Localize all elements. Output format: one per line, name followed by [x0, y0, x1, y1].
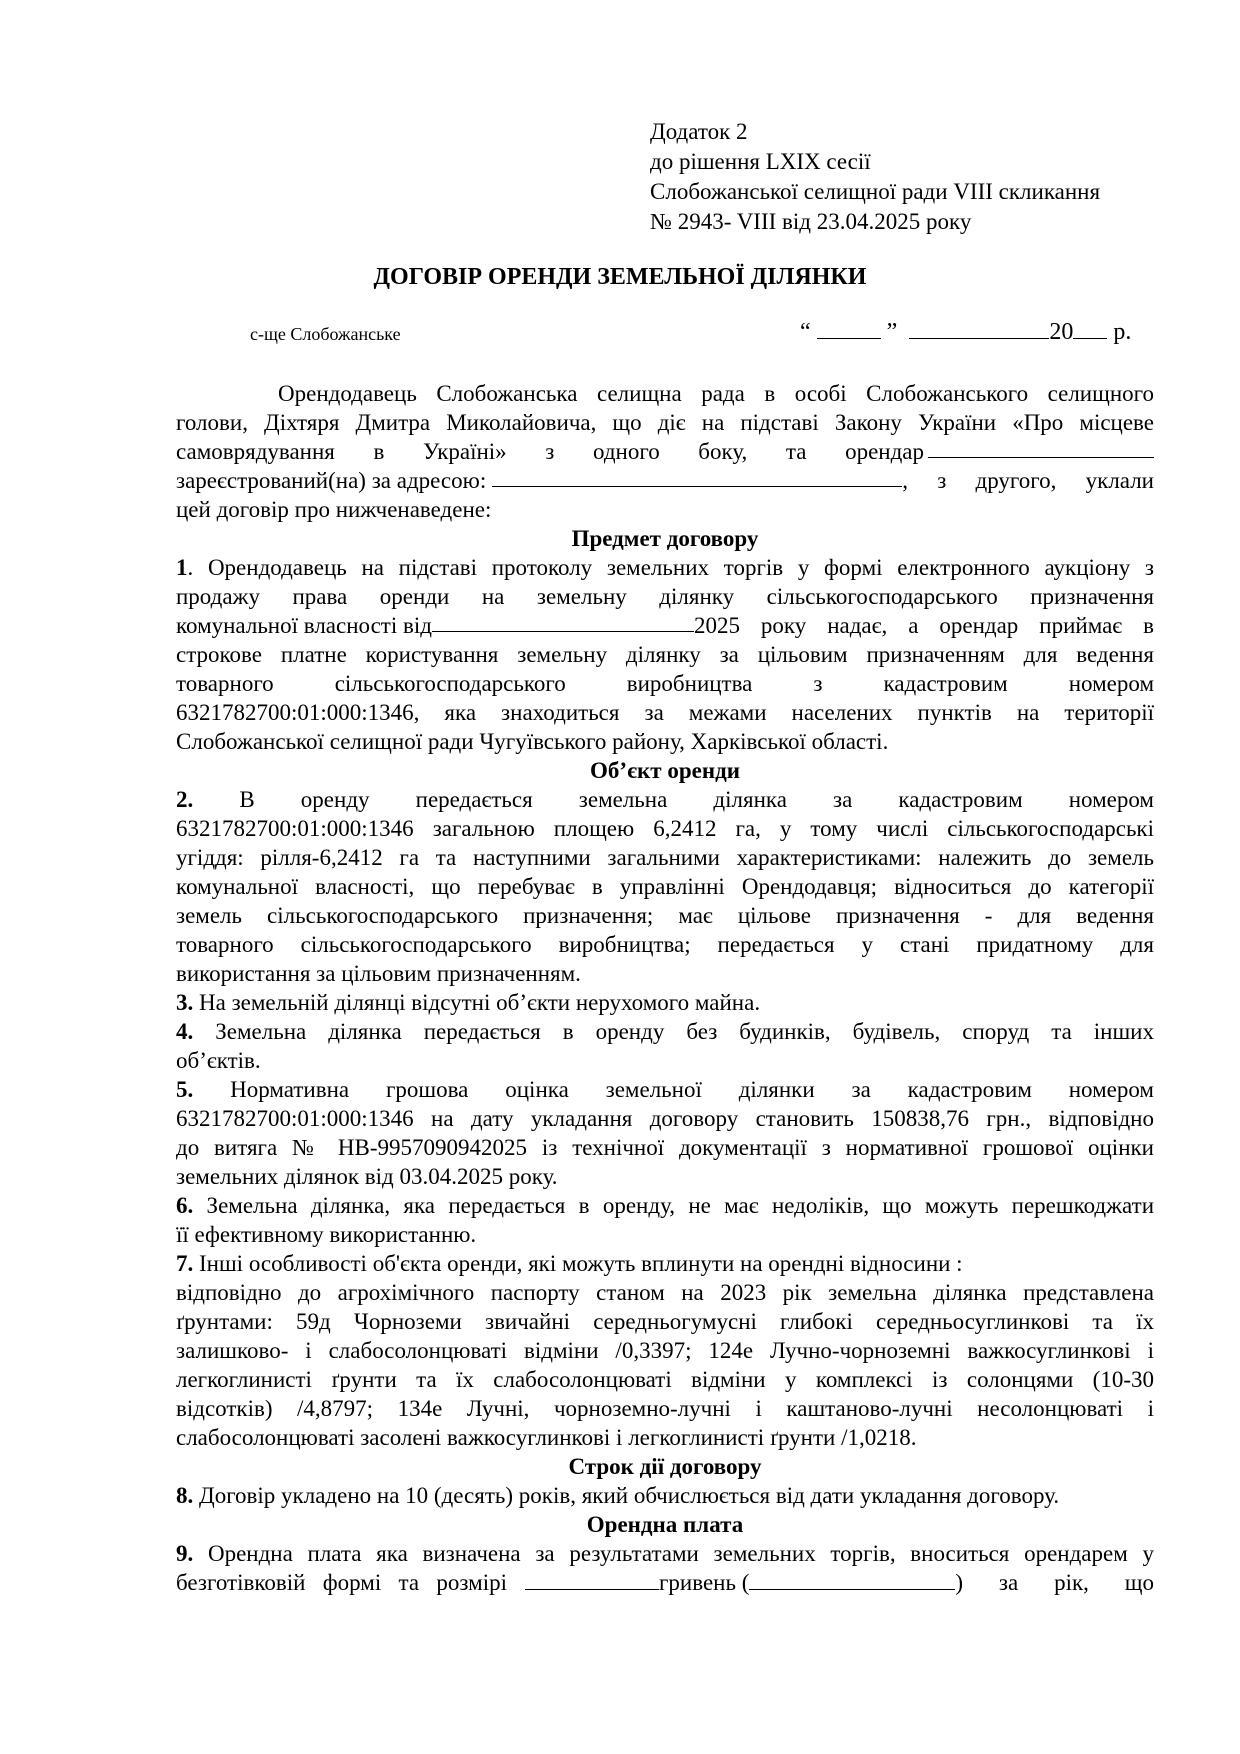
appendix-line: Додаток 2 — [650, 119, 748, 144]
clause-number: 2. — [176, 787, 194, 812]
clause-text: Орендна плата яка визначена за результатами земельних торгів, вноситься орендарем у — [193, 1541, 1154, 1566]
clause-2-line: 6321782700:01:000:1346 загальною площею 6,2412 га, у тому числі сільськогосподарські — [176, 816, 1154, 841]
contract-body — [176, 379, 1154, 1597]
clause-number: 8. — [176, 1483, 194, 1508]
clause-6-line: її ефективному використанню. — [176, 1222, 477, 1247]
clause-text: Договір укладено на 10 (десять) років, який обчислюється від дати укладання договору. — [193, 1483, 1060, 1508]
clause-text: 2025 року надає, а орендар приймає в — [693, 613, 1154, 638]
date-open-quote: “ — [800, 319, 811, 345]
tenant-name-blank — [928, 437, 1154, 458]
clause-text: гривень ( — [659, 1570, 750, 1595]
appendix-line: до рішення LXIX сесії — [650, 149, 871, 174]
address-blank — [492, 466, 902, 487]
clause-1-line: строкове платне користування земельну ділянку за цільовим призначенням для ведення — [176, 642, 1154, 667]
section-heading-object: Об’єкт оренди — [590, 758, 740, 783]
clause-number: 1 — [176, 555, 188, 580]
clause-number: 4. — [176, 1019, 194, 1044]
intro-text: , з другого, уклали — [902, 468, 1154, 493]
clause-number: 3. — [176, 990, 194, 1015]
clause-2-line: угіддя: рілля-6,2412 га та наступними загальними характеристиками: належить до земель — [176, 845, 1154, 870]
contract-place: с-ще Слобожанське — [250, 324, 401, 344]
clause-text: . Орендодавець на підставі протоколу земельних торгів у формі електронного аукціону з — [187, 555, 1154, 580]
clause-1-line — [176, 611, 1154, 640]
clause-7-line: легкоглинисті ґрунти та їх слабосолонцюваті відміни у комплексі із солонцями (10-30 — [176, 1367, 1154, 1392]
clause-1-line — [176, 553, 1154, 582]
clause-text: безготівковій формі та розмірі — [176, 1570, 507, 1595]
clause-number: 6. — [176, 1193, 194, 1218]
clause-9-line — [176, 1568, 1154, 1597]
document-title: ДОГОВІР ОРЕНДИ ЗЕМЕЛЬНОЇ ДІЛЯНКИ — [373, 264, 867, 290]
clause-text: Земельна ділянка передається в оренду без будинків, будівель, споруд та інших — [193, 1019, 1154, 1044]
clause-text: На земельній ділянці відсутні об’єкти нерухомого майна. — [193, 990, 761, 1015]
clause-8-line — [176, 1481, 1154, 1510]
clause-text: комунальної власності від — [176, 613, 432, 638]
clause-number: 5. — [176, 1077, 194, 1102]
clause-7-line: залишково- і слабосолонцюваті відміни /0,3397; 124е Лучно-чорноземні важкосуглинкові і — [176, 1338, 1154, 1363]
clause-5-line: до витяга № НВ-9957090942025 із технічної документації з нормативної грошової оцінки — [176, 1135, 1154, 1160]
clause-7-line: відсотків) /4,8797; 134е Лучні, чорноземно-лучні і каштаново-лучні несолонцюваті і — [176, 1396, 1154, 1421]
clause-text: Нормативна грошова оцінка земельної ділянки за кадастровим номером — [193, 1077, 1154, 1102]
year-blank — [1073, 318, 1107, 339]
clause-number: 7. — [176, 1251, 194, 1276]
clause-7-line: відповідно до агрохімічного паспорту станом на 2023 рік земельна ділянка представлена — [176, 1280, 1154, 1305]
clause-7-line — [176, 1249, 1154, 1278]
clause-6-line — [176, 1191, 1154, 1220]
clause-9-line — [176, 1539, 1154, 1568]
intro-line — [176, 437, 1154, 466]
year-prefix: 20 — [1049, 319, 1074, 345]
clause-4-line — [176, 1017, 1154, 1046]
intro-line: цей договір про нижченаведене: — [176, 497, 492, 522]
appendix-line: № 2943- VIII від 23.04.2025 року — [650, 209, 972, 234]
clause-2-line: товарного сільськогосподарського виробництва; передається у стані придатному для — [176, 932, 1154, 957]
clause-text: В оренду передається земельна ділянка за кадастровим номером — [193, 787, 1154, 812]
auction-date-blank — [432, 611, 694, 632]
month-blank — [909, 318, 1049, 339]
clause-1-line: Слобожанської селищної ради Чугуївського району, Харківської області. — [176, 729, 889, 754]
appendix-block — [650, 117, 1100, 237]
clause-text: ) за рік, що — [955, 1570, 1154, 1595]
clause-text: Земельна ділянка, яка передається в оренду, не має недоліків, що можуть перешкоджати — [193, 1193, 1154, 1218]
clause-4-line: об’єктів. — [176, 1048, 261, 1073]
clause-2-line — [176, 785, 1154, 814]
clause-5-line: земельних ділянок від 03.04.2025 року. — [176, 1164, 558, 1189]
clause-5-line: 6321782700:01:000:1346 на дату укладання договору становить 150838,76 грн., відповідно — [176, 1106, 1154, 1131]
intro-text: самоврядування в Україні» з одного боку, та орендар — [176, 439, 924, 464]
section-heading-term: Строк дії договору — [568, 1454, 762, 1479]
intro-line: голови, Діхтяря Дмитра Миколайовича, що діє на підставі Закону України «Про місцеве — [176, 410, 1154, 435]
clause-2-line: земель сільськогосподарського призначення; має цільове призначення - для ведення — [176, 903, 1154, 928]
date-close-quote: ” — [886, 319, 898, 345]
section-heading-subject: Предмет договору — [571, 526, 759, 551]
year-suffix: р. — [1113, 319, 1132, 345]
section-heading-rent: Орендна плата — [586, 1512, 744, 1537]
clause-2-line: використання за цільовим призначенням. — [176, 961, 581, 986]
appendix-line: Слобожанської селищної ради VIII скликання — [650, 179, 1101, 204]
contract-date — [800, 318, 1131, 346]
intro-line — [176, 466, 1154, 495]
clause-3-line — [176, 988, 1154, 1017]
clause-2-line: комунальної власності, що перебуває в управлінні Орендодавця; відноситься до категорії — [176, 874, 1154, 899]
day-blank — [817, 318, 881, 339]
rent-amount-blank — [525, 1569, 659, 1590]
clause-7-line: ґрунтами: 59д Чорноземи звичайні середньогумусні глибокі середньосуглинкові та їх — [176, 1309, 1154, 1334]
clause-5-line — [176, 1075, 1154, 1104]
clause-text: Інші особливості об'єкта оренди, які можуть вплинути на орендні відносини : — [193, 1251, 963, 1276]
clause-1-line: 6321782700:01:000:1346, яка знаходиться за межами населених пунктів на території — [176, 700, 1154, 725]
clause-1-line: продажу права оренди на земельну ділянку сільськогосподарського призначення — [176, 584, 1154, 609]
clause-7-line: слабосолонцюваті засолені важкосуглинкові і легкоглинисті ґрунти /1,0218. — [176, 1425, 917, 1450]
rent-words-blank — [749, 1569, 955, 1590]
clause-number: 9. — [176, 1541, 194, 1566]
clause-1-line: товарного сільськогосподарського виробництва з кадастровим номером — [176, 671, 1154, 696]
intro-line: Орендодавець Слобожанська селищна рада в особі Слобожанського селищного — [278, 381, 1154, 406]
intro-text: зареєстрований(на) за адресою: — [176, 468, 487, 493]
